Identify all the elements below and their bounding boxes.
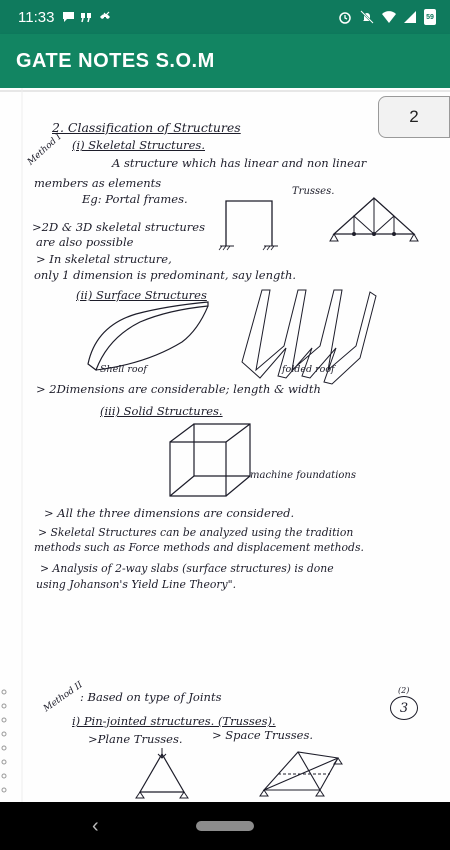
app-bar <box>0 34 450 88</box>
note-line: > Analysis of 2-way slabs (surface structures) is done <box>40 562 334 575</box>
note-line: members as elements <box>34 176 162 190</box>
note-line: only 1 dimension is predominant, say length. <box>34 268 297 282</box>
note-line: >2D & 3D skeletal structures <box>32 220 205 234</box>
plane-truss-sketch <box>132 748 192 802</box>
wifi-icon <box>382 11 396 23</box>
note-line: Eg: Portal frames. <box>82 192 188 206</box>
note-line: > All the three dimensions are considered. <box>44 506 295 520</box>
quote-icon <box>80 11 93 23</box>
system-icons <box>338 9 436 25</box>
pin-jointed-subheading: i) Pin-jointed structures. (Trusses). <box>72 714 276 728</box>
app-title: GATE NOTES S.O.M <box>16 49 215 72</box>
machine-foundations-label: machine foundations <box>250 470 356 481</box>
alarm-icon <box>338 10 352 24</box>
page-number-badge[interactable]: 2 <box>378 96 450 138</box>
method-1-label: Method I <box>26 132 64 168</box>
note-line: > In skeletal structure, <box>36 252 172 266</box>
note-line: A structure which has linear and non linear <box>112 156 367 170</box>
home-gesture-pill[interactable] <box>196 821 254 831</box>
space-trusses-label: > Space Trusses. <box>212 728 314 742</box>
solid-structures-subheading: (iii) Solid Structures. <box>100 404 223 418</box>
clock: 11:33 <box>18 8 55 26</box>
trusses-label: Trusses. <box>292 186 335 197</box>
circled-number: 3 <box>390 696 418 720</box>
note-line: > 2Dimensions are considerable; length & width <box>36 382 321 396</box>
navigation-bar <box>0 802 450 850</box>
skeletal-structures-subheading: (i) Skeletal Structures. <box>72 138 205 152</box>
heading-classification: 2. Classification of Structures <box>52 120 241 135</box>
signal-icon <box>404 11 416 23</box>
note-line: are also possible <box>36 235 134 249</box>
mute-icon <box>360 10 374 24</box>
solid-cube-sketch <box>168 422 254 498</box>
back-button[interactable]: ‹ <box>92 814 99 837</box>
portal-frame-sketch <box>220 198 280 248</box>
battery-icon: 59 <box>424 9 436 25</box>
note-line: methods such as Force methods and displacement methods. <box>34 541 364 554</box>
method-2-label: Method II <box>42 680 85 715</box>
chat-bubble-icon <box>62 11 75 23</box>
status-bar <box>0 0 450 34</box>
surface-structures-subheading: (ii) Surface Structures <box>76 288 207 302</box>
plane-trusses-label: >Plane Trusses. <box>88 732 183 746</box>
note-line: > Skeletal Structures can be analyzed using the tradition <box>38 526 354 539</box>
missed-call-icon <box>98 11 112 23</box>
note-page[interactable] <box>0 88 450 802</box>
heading-joints: : Based on type of Joints <box>80 690 222 704</box>
small-number: (2) <box>398 686 410 695</box>
note-line: using Johanson's Yield Line Theory". <box>36 578 237 591</box>
folded-roof-label: folded roof <box>282 364 335 375</box>
notification-icons <box>62 11 112 23</box>
shell-roof-label: Shell roof <box>100 364 147 375</box>
truss-sketch <box>330 192 420 244</box>
space-truss-sketch <box>258 744 350 802</box>
